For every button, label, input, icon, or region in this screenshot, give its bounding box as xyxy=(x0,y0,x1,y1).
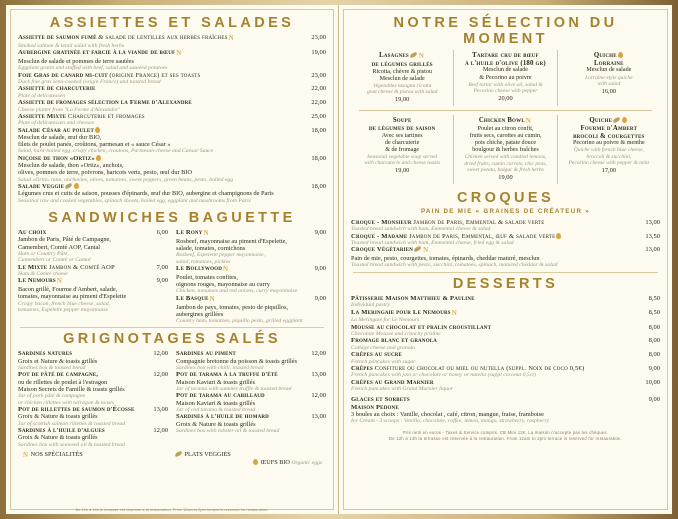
menu-item-name: Niçoise de thon «Ortiz» xyxy=(18,155,311,162)
menu-item xyxy=(351,219,660,233)
croques-list xyxy=(351,219,660,269)
menu-item xyxy=(176,295,326,325)
menu-item-price: 8,50 xyxy=(648,308,660,316)
menu-item-translation: French pancakes with jam or chocolate or honey or nutella (suppl coconut 0,5ct) xyxy=(351,372,536,379)
menu-item-name: Pot de tarama à la truffe d'été xyxy=(176,371,278,379)
glaces-name: Glaces et Sorbets xyxy=(351,396,410,404)
menu-item-translation: Toasted bread sandwich with ham, Emmental cheese & salad xyxy=(351,226,491,233)
menu-item-row xyxy=(18,350,168,357)
specialty-n-icon: N xyxy=(209,294,215,303)
menu-item-name: Sardines à l'huile d'algues xyxy=(18,427,105,435)
menu-item-row xyxy=(351,351,660,358)
menu-item-description: Groix & Nature & toasts grillés xyxy=(176,420,256,428)
menu-item-row xyxy=(176,350,326,357)
section-title-selection: NOTRE SÉLECTION DU MOMENT xyxy=(393,15,618,47)
menu-item-row xyxy=(351,233,660,240)
menu-item xyxy=(351,309,660,324)
menu-item-description: Poulet, tomates confites, oignons rouges, mayonnaise au curry xyxy=(176,273,270,289)
menu-item-row xyxy=(18,49,326,58)
menu-item-name: Pâtisserie Maison Matthieu & Pauline xyxy=(351,294,475,302)
selection-price: 19,00 xyxy=(498,173,513,181)
selection-cell xyxy=(453,115,556,184)
selection-title: Tartare cru de bœuf à l'huile d'olive (180 gr) xyxy=(465,52,546,67)
specialty-n-icon: N xyxy=(451,308,457,317)
menu-item-row xyxy=(176,265,326,274)
menu-item-name: Croque - Monsieur Jambon de Paris, Emmental & salade verte xyxy=(351,218,545,226)
selection-translation: Beef tartar with olive oil, salad & Pecorino cheese with pepper xyxy=(468,81,543,94)
menu-item-price: 9,00 xyxy=(314,265,326,273)
menu-item-name: Assiette Mixte Charcuterie et fromages xyxy=(18,112,145,120)
selection-translation: Chicken served with candied lemons, dried fruits, cumin carrots, chic peas, sweet potato, bulgur & fresh herbs xyxy=(464,154,547,173)
specialty-n-icon: N xyxy=(203,229,209,238)
menu-item-name: Sardines à l'huile de homard xyxy=(176,413,269,421)
organic-egg-icon xyxy=(622,117,627,123)
selection-price: 17,00 xyxy=(601,166,617,174)
menu-item-name: Pot de pâté de campagne, xyxy=(18,371,99,379)
left-column xyxy=(6,5,339,514)
specialty-n-icon: N xyxy=(423,246,429,255)
menu-item-translation: Individual pastry xyxy=(351,302,391,309)
menu-item-row xyxy=(351,324,660,331)
menu-item-price: 22,00 xyxy=(311,85,326,93)
grignotages-right-list xyxy=(176,350,326,448)
veggie-leaf-icon xyxy=(175,451,183,457)
menu-item-translation: Smoked salmon & lentil salad with fresh herbs xyxy=(18,42,125,49)
legend-specialites: N NOS SPÉCIALITÉS xyxy=(23,451,83,459)
menu-item-translation: Sardines box with seaweed oil & toasted bread xyxy=(18,441,125,448)
menu-item-description: Rosbeef, mayonnaise au piment d'Espelette, salade, tomates, cornichons xyxy=(176,237,287,253)
menu-item-name: Pot de rillettes de saumon d'Écosse xyxy=(18,406,135,414)
menu-item-row xyxy=(18,155,326,162)
menu-item-price: 12,00 xyxy=(153,427,168,435)
menu-item-name: Sardines natures xyxy=(18,350,73,358)
selection-price: 20,00 xyxy=(498,94,513,102)
menu-item-translation: Rosbeef, Espelette pepper mayonnaise, salad, tomatoes, pickles xyxy=(176,252,265,265)
menu-item-description: Maison Secrets de Famille & toasts grillés xyxy=(18,386,125,394)
menu-item xyxy=(351,324,660,338)
menu-item xyxy=(351,365,660,379)
glaces-block xyxy=(351,396,660,424)
menu-item-translation: Ham & Comté cheese xyxy=(18,271,68,278)
menu-item xyxy=(176,371,326,392)
selection-translation: Vegetables lasagna ricotta goat cheese & pistou with salad xyxy=(366,82,438,95)
menu-item-translation: Ham or Country Pâté, Camembert or Comté or Cantal xyxy=(18,250,91,264)
menu-item-translation: La Meringaie for Le Nemours xyxy=(351,317,420,324)
menu-item xyxy=(18,113,326,127)
menu-item xyxy=(18,427,168,448)
menu-item-row xyxy=(18,99,326,106)
menu-item-price: 23,00 xyxy=(311,71,326,79)
menu-item xyxy=(18,183,326,204)
menu-item-price: 10,00 xyxy=(645,378,660,386)
selection-translation: Quiche with french blue cheese, broccoli & zucchini, Pecorino cheese with pepper & mint xyxy=(568,147,650,166)
menu-item-translation: Duck foie gras semi-cooked (origin France) and toasted bread xyxy=(18,79,161,86)
section-title-assiettes: ASSIETTES ET SALADES xyxy=(49,15,295,31)
menu-item-name: Salade César au poulet xyxy=(18,127,311,134)
menu-item-price: 13,00 xyxy=(645,246,660,254)
menu-item-description: Jambon de Paris, Pâté de Campagne, Camembert, Comté AOP, Cantal xyxy=(18,236,111,251)
menu-item-translation: Chicken, tomatoes and red onions, curry mayonnaise xyxy=(176,288,298,295)
selection-description: Poulet au citron confit, fruits secs, carottes au cumin, pois chiche, patate douce boulgour & herbes fraîches xyxy=(469,126,542,154)
menu-item xyxy=(18,72,326,86)
menu-item-name: Crêpes au sucre xyxy=(351,351,403,359)
menu-item-translation: Cheese platter from "La Ferme d'Alexandre" xyxy=(18,106,121,113)
menu-item-name: Mousse au chocolat et pralin croustillant xyxy=(351,323,492,331)
menu-item xyxy=(18,155,326,183)
menu-item-price: 13,00 xyxy=(153,406,168,414)
selection-title: Chicken BowlN xyxy=(478,117,532,126)
menu-item-translation: Cottage cheese and granola xyxy=(351,344,415,351)
menu-item xyxy=(18,49,326,71)
menu-item-price: 25,00 xyxy=(311,112,326,120)
footer-line-1: Prix nets en euros - Taxes & Service compris. CB Mini 12€. La maison n'accepte pas les chèques. xyxy=(402,429,609,435)
sandwiches-left-list xyxy=(18,229,168,324)
selection-translation: Lorraine-style quiche with salad xyxy=(585,74,633,87)
menu-item-row xyxy=(18,427,168,434)
menu-item-price: 18,00 xyxy=(311,183,326,191)
menu-item-description: Groix et Nature & toasts grillés xyxy=(18,357,98,365)
menu-item-name: Le BasqueN xyxy=(176,294,215,303)
menu-item-translation: Jar of scottish salmon rillettes & toasted bread xyxy=(18,420,126,427)
menu-item-translation: Eggplant gratin and stuffed with beef, salad and sautéed potatoes xyxy=(18,65,168,72)
menu-item xyxy=(176,265,326,295)
menu-item-price: 12,00 xyxy=(153,350,168,358)
glaces-price: 9,00 xyxy=(648,396,660,404)
menu-item-description: Groix & Nature & toasts grillés xyxy=(18,434,98,442)
specialty-n-icon: N xyxy=(228,34,234,42)
menu-item-price: 9,00 xyxy=(314,229,326,237)
selection-description: Avec ses tartines de charcuterie & de fromage xyxy=(381,132,423,153)
selection-title: Soupe de légumes de saison xyxy=(368,117,436,132)
menu-item-description: Mesclun de salade, thon «Ortiz», anchois, olives, pommes de terre, poivrons, haricots verts, pesto, œuf dur BIO xyxy=(18,162,193,177)
selection-translation: Seasonal vegetable soup served with charcuterie and cheese toasts xyxy=(364,153,441,166)
menu-item xyxy=(18,127,326,155)
menu-item xyxy=(18,371,168,406)
menu-item-price: 9,00 xyxy=(314,294,326,302)
section-title-desserts: DESSERTS xyxy=(452,275,559,292)
menu-item-name: Le Mixte Jambon & Comté AOP xyxy=(18,263,115,271)
menu-item xyxy=(176,413,326,434)
specialty-n-icon: N xyxy=(23,451,29,459)
menu-item-row xyxy=(18,183,326,190)
grignotages-left-list xyxy=(18,350,168,448)
menu-item-row xyxy=(176,413,326,420)
selection-row-1 xyxy=(351,50,660,106)
desserts-list xyxy=(351,295,660,393)
menu-item-row xyxy=(18,277,168,286)
menu-item xyxy=(18,99,326,113)
menu-item-translation: Plate of delicatessen xyxy=(18,92,66,99)
menu-item-description: Groix & Nature & toasts grillés xyxy=(18,413,98,421)
menu-item-translation: French pancakes with Grand Marnier liquor xyxy=(351,386,453,393)
menu-item-row xyxy=(18,264,168,271)
menu-item xyxy=(18,34,326,49)
menu-item-name: Assiette de charcuterie xyxy=(18,85,96,93)
menu-item-price: 22,00 xyxy=(311,99,326,107)
legend-oeufs-bio: ŒUFS BIO Organic eggs xyxy=(252,459,322,466)
menu-item-row xyxy=(176,295,326,304)
menu-item xyxy=(351,233,660,247)
legend xyxy=(18,451,326,466)
specialty-n-icon: N xyxy=(223,265,229,274)
menu-item-row xyxy=(18,127,326,134)
menu-item-name: Crêpes au Grand Marnier xyxy=(351,378,434,386)
section-title-grignotages: GRIGNOTAGES SALÉS xyxy=(63,331,281,348)
menu-item-description: Mesclun de salade, œuf dur BIO, filets de poulet panés, croûtons, parmesan et « sauce César » xyxy=(18,134,171,149)
selection-cell xyxy=(351,50,453,106)
legend-row-1 xyxy=(18,451,326,459)
grignotages-columns xyxy=(18,350,326,448)
menu-item-price: 9,00 xyxy=(156,277,168,285)
menu-item-row xyxy=(18,85,326,92)
selection-description: Mesclun de salade xyxy=(586,67,632,74)
selection-price: 16,00 xyxy=(601,87,617,95)
menu-item xyxy=(18,264,168,278)
menu-item-name: Au choix xyxy=(18,229,47,237)
organic-egg-icon xyxy=(618,52,623,58)
glaces-description: 3 boules au choix : Vanille, chocolat , café, citron, mangue, fraise, framboise xyxy=(351,411,544,419)
selection-description: Ricotta, chèvre & pistou Mesclun de salade xyxy=(372,68,432,82)
menu-item-price: 9,00 xyxy=(648,364,660,372)
selection-title: Quiche Lorraine xyxy=(593,52,624,67)
menu-item-translation: Jar of pork pâté & campagne or chicken rillettes with tarragon & toasts xyxy=(18,393,115,406)
menu-item-name: Croque - Madame Jambon de Paris, Emmental, œuf & salade verte xyxy=(351,233,645,240)
menu-item-name: Aubergine gratinée et farcie à la viande de bœufN xyxy=(18,49,182,58)
menu-item xyxy=(176,392,326,413)
menu-item-name: Foie Gras de canard mi-cuit (origine France) et ses toasts xyxy=(18,71,201,79)
glaces-maison: Maison Pedone xyxy=(351,403,399,411)
divider-selection xyxy=(359,110,652,111)
veggie-leaf-icon xyxy=(414,246,422,252)
selection-cell xyxy=(351,115,453,184)
menu-item-row xyxy=(18,371,168,378)
menu-item-name: Pot de tarama au cabillaud xyxy=(176,392,265,400)
selection-description: Mesclun de salade & Pecorino au poivre xyxy=(479,67,532,81)
glaces-row xyxy=(351,396,660,403)
selection-cell xyxy=(557,115,660,184)
sandwiches-right-list xyxy=(176,229,326,324)
menu-item xyxy=(176,229,326,265)
menu-item-translation: French pancakes with sugar xyxy=(351,358,416,365)
menu-item-price: 19,00 xyxy=(311,49,326,57)
menu-item-price: 12,00 xyxy=(153,371,168,379)
menu-item-translation: Country ham, tomatoes, piquillo pesto, grilled eggplant xyxy=(176,318,303,325)
menu-item-price: 7,00 xyxy=(156,263,168,271)
right-column xyxy=(339,5,672,514)
menu-item-price: 8,00 xyxy=(648,323,660,331)
footer-line-2: De 12h à 14h la terrasse est réservée à la restauration. From 12am to 2pm terrace is reserved for restauration. xyxy=(388,435,623,441)
organic-egg-icon xyxy=(95,127,100,133)
menu-item-price: 13,00 xyxy=(311,413,326,421)
menu-item-row xyxy=(176,371,326,378)
specialty-n-icon: N xyxy=(176,49,182,58)
menu-item xyxy=(18,277,168,313)
menu-item-translation: Sardines box with chilli, toasted bread xyxy=(176,365,264,372)
menu-item-row xyxy=(351,379,660,386)
menu-item-price: 12,00 xyxy=(311,350,326,358)
divider-desserts xyxy=(353,272,658,273)
menu-item-price: 18,00 xyxy=(311,126,326,134)
glaces-item xyxy=(351,396,660,424)
selection-row-2 xyxy=(351,115,660,184)
menu-item-name: Assiette de saumon fumé & salade de lentilles aux herbes fraîchesN xyxy=(18,34,234,42)
sandwiches-columns xyxy=(18,229,326,324)
menu-item-row xyxy=(351,246,660,255)
menu-item-row xyxy=(18,72,326,79)
menu-sheet xyxy=(6,5,672,514)
menu-item-translation: Plate of delicatessen and cheeses xyxy=(18,120,94,127)
menu-item-description: Maison Kaviari & toasts grillés xyxy=(176,378,256,386)
selection-price: 19,00 xyxy=(394,167,410,175)
menu-item-price: 23,00 xyxy=(311,34,326,41)
section-title-sandwiches: SANDWICHES BAGUETTE xyxy=(48,210,296,227)
menu-item-name: La Meringaie pour Le NemoursN xyxy=(351,308,457,317)
croques-subtitle: PAIN DE MIE « GRAINES DE CRÉATEUR » xyxy=(420,207,591,215)
menu-item-translation: Salad «Ortiz» tuna, anchovies, olives, tomatoes, sweet peppers, green beans, pesto, boiled egg xyxy=(18,176,234,183)
menu-item-name: Assiette de fromages sélection la Ferme d'Alexandre xyxy=(18,99,192,107)
specialty-n-icon: N xyxy=(418,52,425,60)
menu-item-translation: Toasted bread sandwich with ham, Emmental cheese, fried egg & salad xyxy=(351,239,514,246)
menu-item-name: Le BollywoodN xyxy=(176,265,229,274)
veggie-leaf-icon xyxy=(65,183,73,189)
menu-item-row xyxy=(18,34,326,43)
menu-item-name: Le NemoursN xyxy=(18,277,62,286)
menu-item-name: Croque Végétarien N xyxy=(351,246,429,255)
menu-item xyxy=(18,229,168,264)
menu-item-row xyxy=(176,392,326,399)
menu-item-description: Maison Kaviari & toasts grillés xyxy=(176,399,256,407)
footer-notice xyxy=(351,430,660,442)
menu-item-price: 8,50 xyxy=(648,294,660,302)
menu-item-row xyxy=(351,219,660,226)
organic-egg-icon xyxy=(253,459,258,465)
menu-item-price: 18,00 xyxy=(311,154,326,162)
menu-item xyxy=(351,379,660,393)
organic-egg-icon xyxy=(556,233,561,239)
menu-item xyxy=(351,351,660,365)
menu-item-price: 13,50 xyxy=(645,232,660,240)
menu-item-price: 12,00 xyxy=(311,392,326,400)
menu-item-description: Mesclun de salade et pommes de terre sautées xyxy=(18,58,134,66)
menu-item xyxy=(351,337,660,351)
menu-item-translation: Chocolate Mousse and crunchy praline xyxy=(351,331,441,338)
menu-item-description: Pain de mie, pesto, courgettes, tomates, épinards, cheddar maturé, mesclun xyxy=(351,255,540,263)
menu-item-row xyxy=(18,229,168,236)
menu-item-name: Fromage blanc et granola xyxy=(351,337,438,345)
menu-item-translation: Crispy bacon, french blue cheese, salad, tomatoes, Espelette pepper mayonnaise xyxy=(18,300,111,314)
assiettes-list xyxy=(18,34,326,204)
specialty-n-icon: N xyxy=(56,277,62,286)
selection-description: Pecorino au poivre & menthe xyxy=(572,140,645,147)
menu-item-translation: Sardines box & toasted bread xyxy=(18,365,86,372)
menu-item-price: 13,00 xyxy=(645,218,660,226)
menu-item-price: 8,00 xyxy=(648,337,660,345)
specialty-n-icon: N xyxy=(525,117,532,126)
menu-item-description-extra: ou de rillettes de poulet à l'estragon xyxy=(18,378,108,386)
menu-item-name: Salade Veggie xyxy=(18,183,311,190)
menu-item-name: Crêpes Confiture ou chocolat ou miel ou nutella (suppl. Noix de coco 0,5€) xyxy=(351,364,585,372)
menu-item-translation: Salad, hard-boiled egg, crispy chicken, croutons, Parmesan cheese and Caesar Sauce xyxy=(18,148,214,155)
menu-item-name: Sardines au piment xyxy=(176,350,236,358)
menu-item-price: 8,00 xyxy=(648,351,660,359)
menu-item-description: Jambon de pays, tomates, pesto de piquillos, aubergines grillées xyxy=(176,303,289,318)
selection-cell xyxy=(453,50,556,106)
menu-item-row xyxy=(18,406,168,413)
menu-item-description: Légumes crus et cuits de saison, pousses d'épinards, œuf dur BIO, aubergine et champignons de Paris xyxy=(18,190,274,198)
menu-item xyxy=(18,85,326,99)
selection-cell xyxy=(557,50,660,106)
organic-egg-icon xyxy=(96,155,101,161)
legend-row-2 xyxy=(18,459,326,466)
veggie-leaf-icon xyxy=(613,117,621,123)
legend-block xyxy=(18,451,326,512)
menu-item-translation: Sardines box with lobster oil & toasted bread xyxy=(176,428,280,435)
selection-title: Lasagnes N de légumes grillés xyxy=(371,52,433,68)
menu-item-translation: Toasted bread sandwich with pesto, zucchini, tomatoes, spinach, matured cheddar & salad xyxy=(351,262,558,269)
menu-item-row xyxy=(351,295,660,302)
menu-item-translation: Jar of tarama with summer truffle & toasted bread xyxy=(176,386,292,393)
divider-grignotages xyxy=(20,327,324,328)
legend-veggies: PLATS VEGGIES xyxy=(174,451,231,459)
glaces-translation: Ice Cream - 3 scoops : Vanilla, chocolate, coffee, lemon, mango, strawberry, raspberry xyxy=(351,418,550,425)
veggie-leaf-icon xyxy=(409,52,417,58)
menu-item-price: 13,00 xyxy=(311,371,326,379)
selection-price: 19,00 xyxy=(394,96,410,104)
selection-title: Quiche Fourme d'Ambert brocoli & courgettes xyxy=(573,117,645,140)
menu-item xyxy=(18,350,168,371)
menu-item xyxy=(176,350,326,371)
menu-item xyxy=(351,246,660,268)
menu-item-price: 6,00 xyxy=(156,229,168,237)
left-footer-notice: De 12h à 14h le terrasse est réservée a la restauration. From 12am to 2pm terrace is reserved for restauration. xyxy=(75,508,269,512)
organic-egg-icon xyxy=(74,183,79,189)
menu-item-translation: Jar of cod tarama & toasted bread xyxy=(176,407,256,414)
section-title-croques: CROQUES xyxy=(456,189,555,206)
menu-item-translation: Seasonal raw and cooked vegetables, spinach shoots, boiled egg, eggplant and mushrooms from Paris xyxy=(18,197,251,204)
menu-item-name: Le RonyN xyxy=(176,229,209,238)
menu-item xyxy=(351,295,660,309)
menu-item-description: Bacon grillé, Fourme d'Ambert, salade, tomates, mayonnaise au piment d'Espelette xyxy=(18,286,127,301)
menu-item-row xyxy=(176,229,326,238)
glaces-maison-row xyxy=(351,404,660,411)
menu-item-description: Compagnie bretonne du poisson & toasts grillés xyxy=(176,357,298,365)
menu-item-row xyxy=(351,337,660,344)
menu-item xyxy=(18,406,168,427)
